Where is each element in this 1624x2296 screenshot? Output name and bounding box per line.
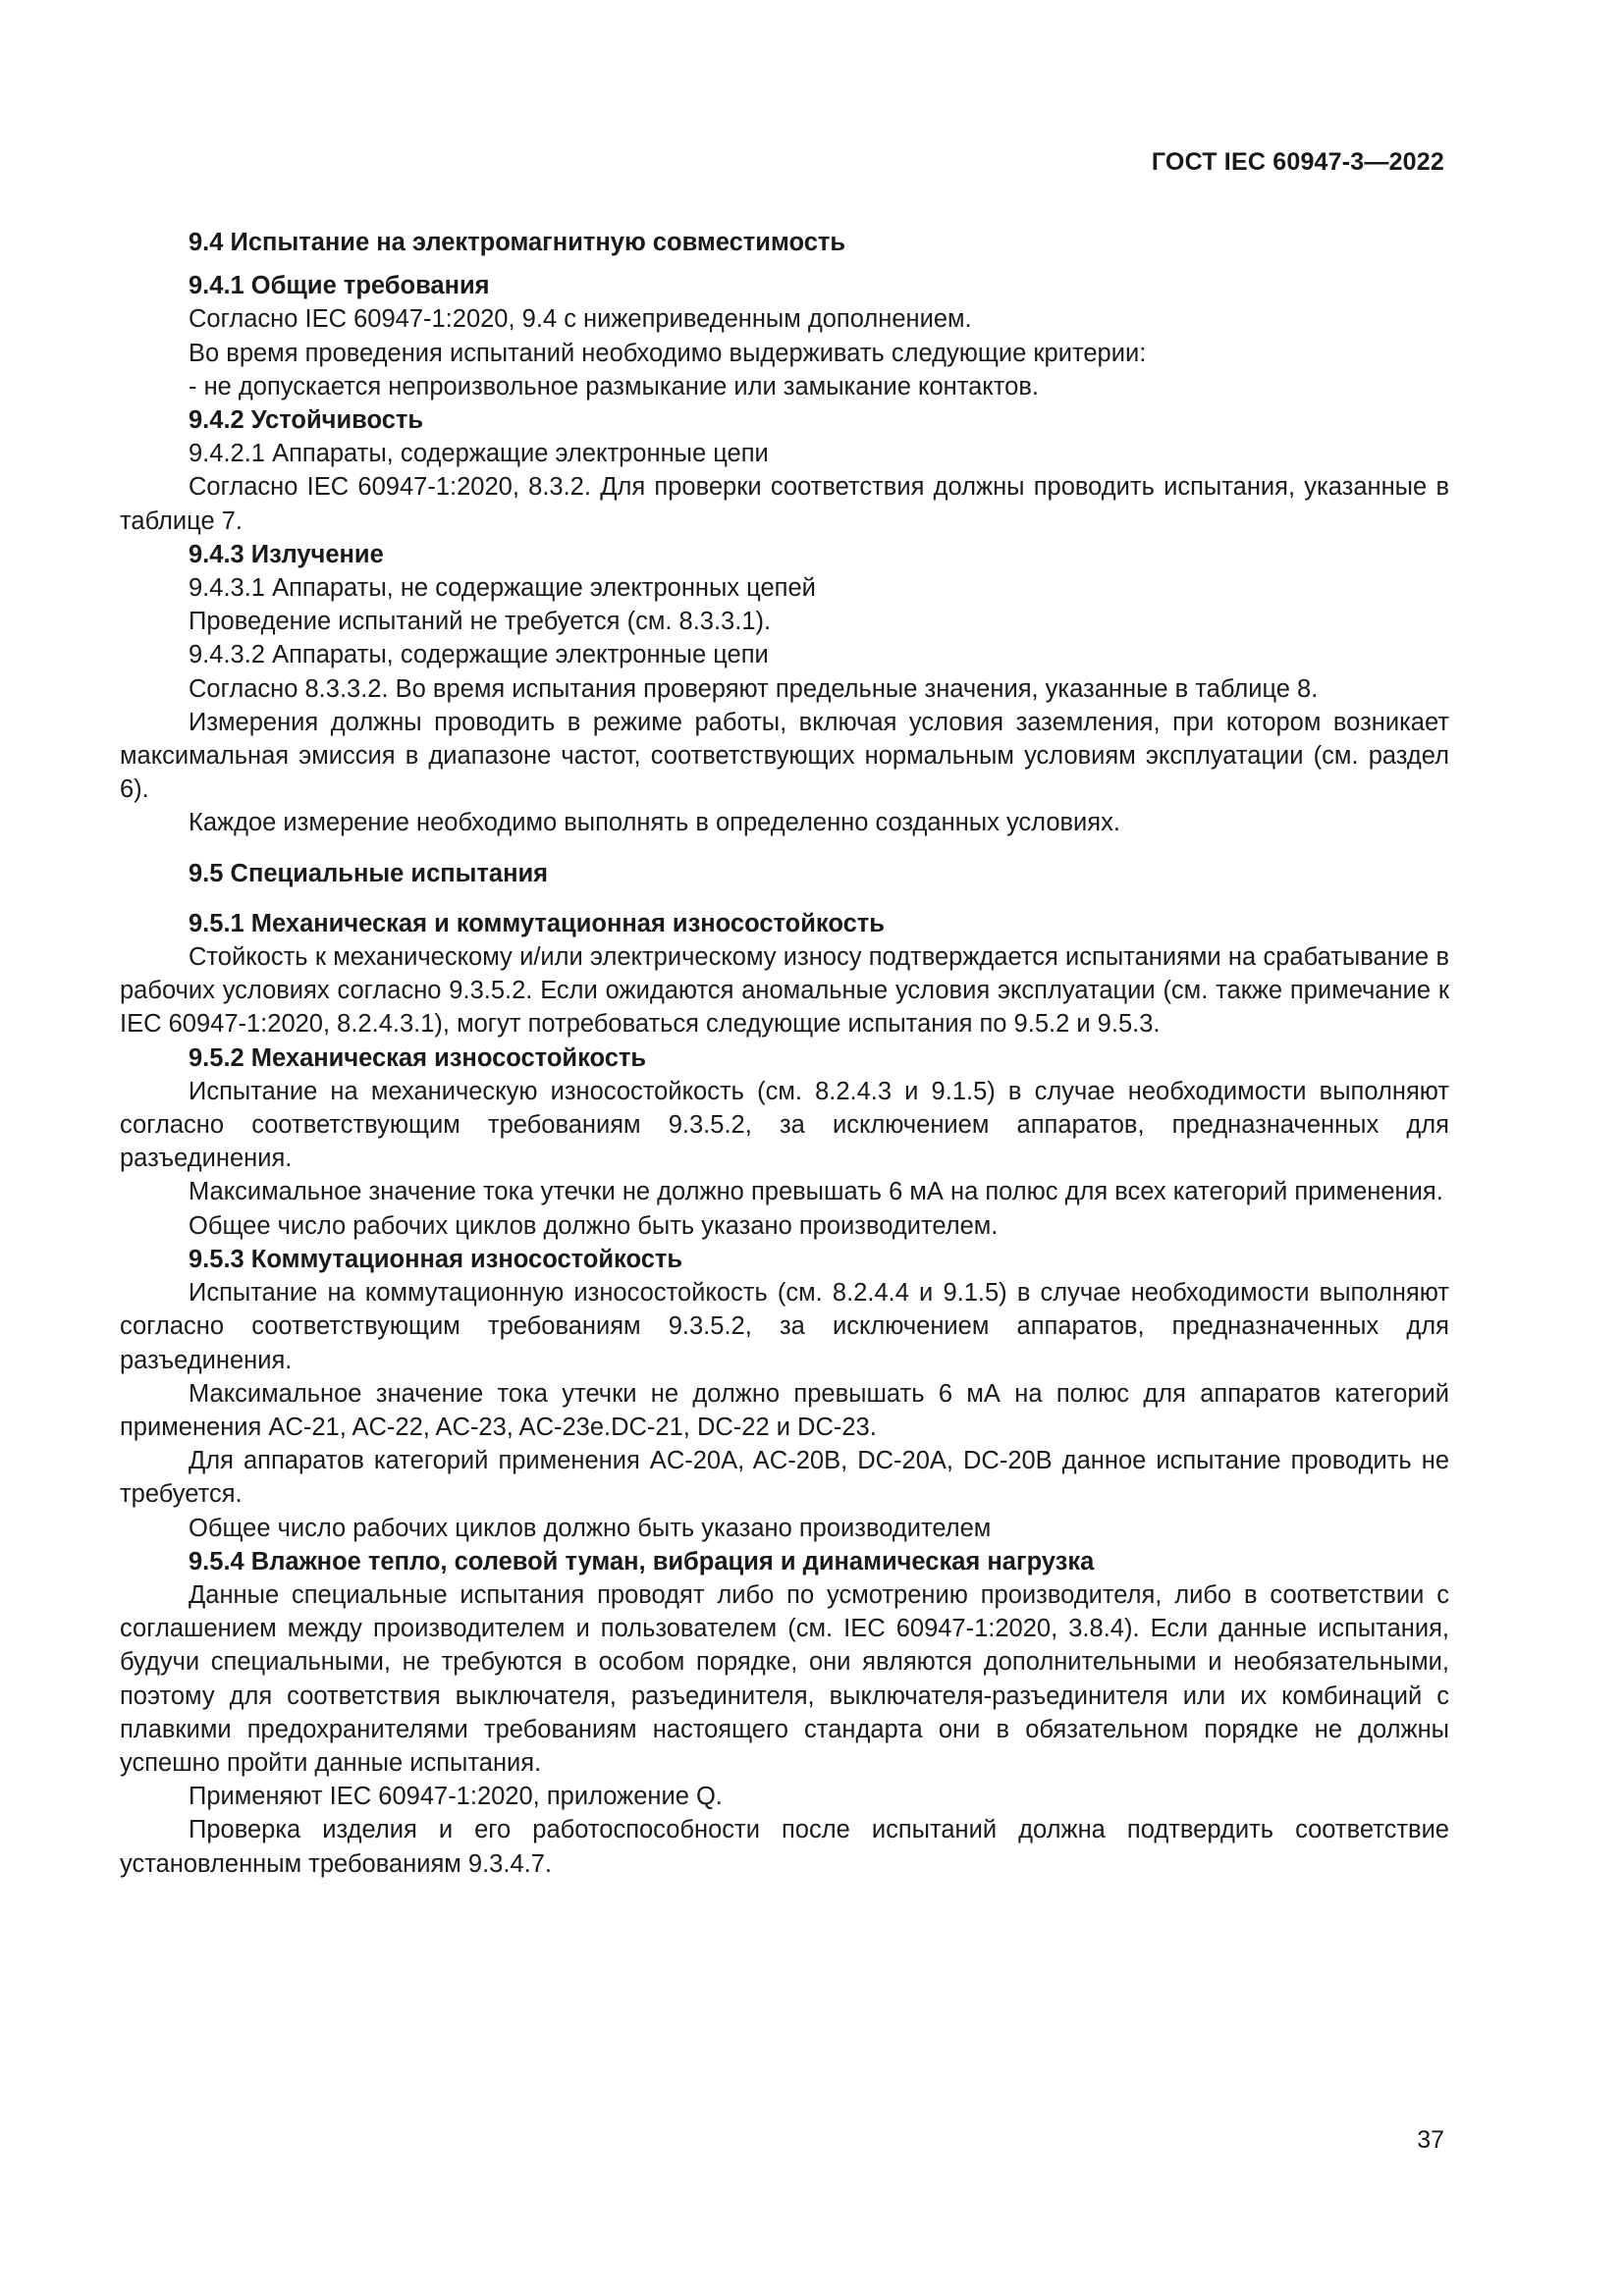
paragraph: Испытание на механическую износостойкость (см. 8.2.4.3 и 9.1.5) в случае необходимости выполняют согласно соответствующим требованиям 9.3.5.2, за исключением аппаратов, предназначенных для разъединения. — [120, 1077, 1449, 1173]
subsection-heading-9-4-2: 9.4.2 Устойчивость — [189, 406, 424, 435]
paragraph: Согласно 8.3.3.2. Во время испытания проверяют предельные значения, указанные в таблице 8. — [189, 674, 1319, 703]
paragraph: Максимальное значение тока утечки не должно превышать 6 мА на полюс для всех категорий применения. — [189, 1178, 1443, 1206]
paragraph: Данные специальные испытания проводят либо по усмотрению производителя, либо в соответствии с соглашением между производителем и пользователем (см. IEC 60947-1:2020, 3.8.4). Если данные испытания, будучи специальными, не требуются в особом порядке, они являются дополнительными и необязательными, поэтому для соответствия выключателя, разъединителя, выключателя-разъединителя или их комбинаций с плавкими предохранителями требованиям настоящего стандарта они в обязательном порядке не должны успешно пройти данные испытания. — [120, 1580, 1449, 1777]
paragraph: Согласно IEC 60947-1:2020, 9.4 с нижеприведенным дополнением. — [189, 305, 972, 334]
document-header: ГОСТ IEC 60947-3—2022 — [1151, 148, 1444, 176]
paragraph: Измерения должны проводить в режиме работы, включая условия заземления, при котором возникает максимальная эмиссия в диапазоне частот, соответствующих нормальным условиям эксплуатации (см. раздел 6). — [120, 708, 1449, 804]
paragraph: Общее число рабочих циклов должно быть указано производителем — [189, 1514, 992, 1542]
subsection-heading-9-5-4: 9.5.4 Влажное тепло, солевой туман, вибрация и динамическая нагрузка — [189, 1547, 1095, 1575]
section-heading-9-5: 9.5 Специальные испытания — [189, 859, 549, 887]
paragraph: Согласно IEC 60947-1:2020, 8.3.2. Для проверки соответствия должны проводить испытания, указанные в таблице 7. — [120, 473, 1449, 535]
paragraph: 9.4.2.1 Аппараты, содержащие электронные цепи — [189, 440, 769, 468]
paragraph: 9.4.3.2 Аппараты, содержащие электронные цепи — [189, 641, 769, 669]
section-heading-9-4: 9.4 Испытание на электромагнитную совместимость — [189, 229, 846, 256]
paragraph: Каждое измерение необходимо выполнять в определенно созданных условиях. — [189, 809, 1120, 837]
subsection-heading-9-5-1: 9.5.1 Механическая и коммутационная износостойкость — [189, 909, 885, 937]
paragraph: Во время проведения испытаний необходимо выдерживать следующие критерии: — [189, 339, 1147, 367]
paragraph: Испытание на коммутационную износостойкость (см. 8.2.4.4 и 9.1.5) в случае необходимости выполняют согласно соответствующим требованиям 9.3.5.2, за исключением аппаратов, предназначенных для разъединения. — [120, 1279, 1449, 1374]
paragraph: Стойкость к механическому и/или электрическому износу подтверждается испытаниями на срабатывание в рабочих условиях согласно 9.3.5.2. Если ожидаются аномальные условия эксплуатации (см. также примечание к IEC 60947-1:2020, 8.2.4.3.1), могут потребоваться следующие испытания по 9.5.2 и 9.5.3. — [120, 943, 1449, 1039]
subsection-heading-9-5-3: 9.5.3 Коммутационная износостойкость — [189, 1245, 683, 1273]
paragraph: Проверка изделия и его работоспособности после испытаний должна подтвердить соответствие установленным требованиям 9.3.4.7. — [120, 1816, 1449, 1878]
page-body — [120, 226, 1449, 1881]
page-number: 37 — [1417, 2126, 1444, 2154]
subsection-heading-9-4-3: 9.4.3 Излучение — [189, 540, 384, 568]
subsection-heading-9-4-1: 9.4.1 Общие требования — [189, 272, 490, 300]
paragraph: Максимальное значение тока утечки не должно превышать 6 мА на полюс для аппаратов категорий применения AC-21, AC-22, AC-23, AC-23e.DC-21, DC-22 и DC-23. — [120, 1379, 1449, 1441]
paragraph: Проведение испытаний не требуется (см. 8.3.3.1). — [189, 608, 772, 636]
paragraph: Применяют IEC 60947-1:2020, приложение Q. — [189, 1783, 723, 1811]
paragraph: 9.4.3.1 Аппараты, не содержащие электронных цепей — [189, 574, 816, 603]
subsection-heading-9-5-2: 9.5.2 Механическая износостойкость — [189, 1043, 647, 1072]
paragraph: Для аппаратов категорий применения AC-20A, AC-20B, DC-20A, DC-20B данное испытание проводить не требуется. — [120, 1447, 1449, 1509]
list-item: - не допускается непроизвольное размыкание или замыкание контактов. — [189, 372, 1039, 400]
paragraph: Общее число рабочих циклов должно быть указано производителем. — [189, 1211, 999, 1240]
